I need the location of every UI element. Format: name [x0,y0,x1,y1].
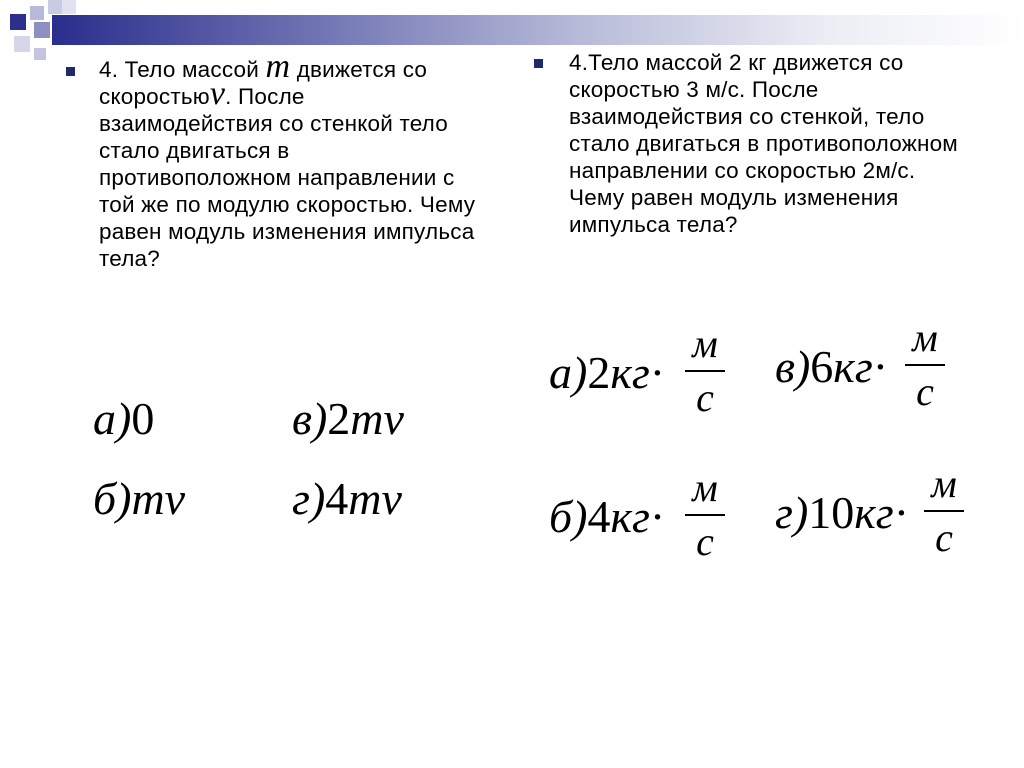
answer-label: б) [549,491,588,542]
decor-square [62,0,76,14]
decor-square [30,6,44,20]
right-answer-b [549,492,665,542]
fraction-bar [924,510,964,512]
answer-label: в) [775,341,811,392]
left-answer-v [292,394,404,444]
right-question-text: 4.Тело массой 2 кг движется со скоростью 3 м/с. После взаимодействия со стенкой, тело стало двигаться в противоположном направлении со скоростью 2м/с. Чему равен модуль изменения импульса тела? [569,50,958,237]
bullet-square-icon [66,67,75,76]
answer-label: в) [292,393,328,444]
fraction-denominator: с [696,375,714,420]
fraction-numerator: м [912,315,938,360]
answer-label: а) [93,393,132,444]
fraction-numerator: м [692,465,718,510]
question-text-part: 4. Тело массой [99,57,266,82]
unit-kg: кг [610,491,650,542]
fraction-numerator: м [931,461,957,506]
answer-coefficient: 4 [325,473,349,524]
left-question-text [99,48,479,272]
decor-square [34,48,46,60]
fraction-bar [685,514,725,516]
answer-expression: mv [350,393,404,444]
answer-expression: mv [348,473,402,524]
answer-label: г) [292,473,326,524]
fraction-denominator: с [696,519,714,564]
question-text-part: движется со скоростью [99,57,428,109]
bullet-square-icon [534,59,543,68]
decor-square [34,22,50,38]
unit-dot: · [649,491,666,542]
unit-kg: кг [610,347,650,398]
answer-number: 6 [810,341,834,392]
answer-number: 10 [808,487,855,538]
question-text-part: . После взаимодействия со стенкой тело стало двигаться в противоположном направлении с той же по модулю скоростью. Чему равен модуль изменения импульса тела? [99,84,476,271]
decor-square [10,14,26,30]
fraction-denominator: с [916,369,934,414]
unit-dot: · [893,487,910,538]
answer-value: 0 [131,393,155,444]
header-gradient-bar [52,15,1024,45]
fraction-numerator: м [692,321,718,366]
right-answer-a [549,348,665,398]
unit-dot: · [872,341,889,392]
left-answer-b [93,474,185,524]
variable-v: v [209,75,226,112]
unit-kg: кг [854,487,894,538]
right-answer-g [775,488,909,538]
left-answer-g [292,474,402,524]
left-answer-a [93,394,154,444]
answer-coefficient: 2 [327,393,351,444]
fraction-denominator: с [935,515,953,560]
fraction-bar [905,364,945,366]
answer-expression: mv [131,473,186,524]
unit-kg: кг [833,341,873,392]
answer-number: 4 [587,491,611,542]
answer-label: б) [93,473,132,524]
answer-number: 2 [587,347,611,398]
unit-dot: · [649,347,666,398]
answer-label: г) [775,487,809,538]
answer-label: а) [549,347,588,398]
right-answer-v [775,342,888,392]
decor-square [14,36,30,52]
variable-m: m [265,48,291,85]
fraction-bar [685,370,725,372]
decor-square [48,0,62,14]
